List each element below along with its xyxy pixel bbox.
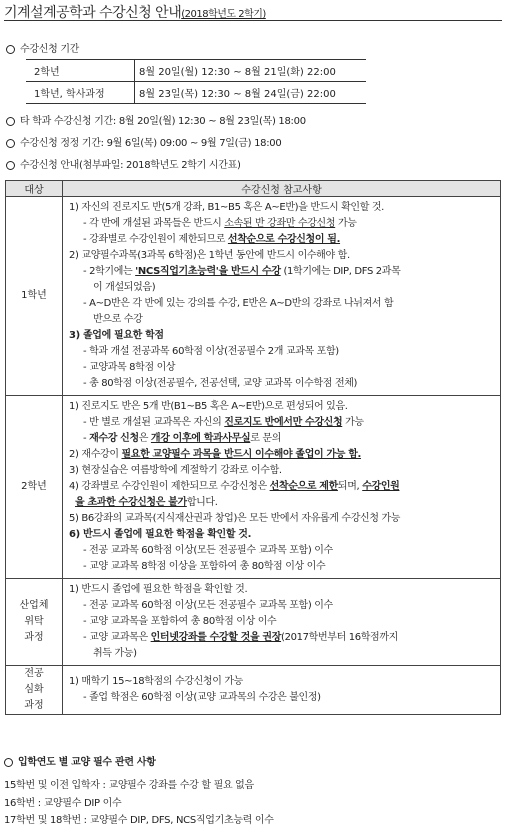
period-table [26, 59, 366, 104]
note-text: 2) 재수강이 [69, 449, 122, 460]
note-line: - 졸업 학점은 60학점 이상(교양 교과목의 수강은 불인정) [83, 692, 321, 703]
note-line: - 교양 교과목 8학점 이상을 포함하여 총 80학점 이상 이수 [83, 561, 326, 572]
note-line: - 전공 교과목 60학점 이상(모든 전공필수 교과목 포함) 이수 [83, 600, 333, 611]
label-line: 산업체 [19, 600, 49, 611]
note-line: 취득 가능) [93, 648, 137, 659]
note-text: 4) 강좌별로 수강인원이 제한되므로 수강신청은 [69, 481, 270, 492]
title-divider [4, 20, 502, 21]
circle-bullet-icon [4, 758, 13, 767]
note-line: - 전공 교과목 60학점 이상(모든 전공필수 교과목 포함) 이수 [83, 545, 333, 556]
note-line: 6) 반드시 졸업에 필요한 학점을 확인할 것. [69, 529, 252, 540]
circle-bullet-icon [6, 161, 15, 170]
footer-row: 15학번 및 이전 입학자 : 교양필수 강좌를 수강 할 필요 없음 [4, 780, 254, 791]
note-emphasis: 진로지도 반에서만 수강신청 [224, 417, 343, 428]
footer-heading-text: 입학연도 별 교양 필수 관련 사항 [18, 757, 156, 768]
note-line: - 총 80학점 이상(전공필수, 전공선택, 교양 교과목 이수학점 전체) [83, 378, 358, 389]
note-line: 반으로 수강 [93, 314, 143, 325]
header-notes: 수강신청 참고사항 [63, 181, 501, 197]
note-text: - 반 별로 개설된 교과목은 자신의 [83, 417, 225, 428]
guide-text: 수강신청 안내(첨부파일: 2018학년도 2학기 시간표) [20, 160, 241, 171]
label-line: 과정 [24, 632, 44, 643]
circle-bullet-icon [6, 117, 15, 126]
note-emphasis: 소속된 반 강좌만 수강신청 [224, 218, 336, 229]
note-line: 이 개설되었음) [93, 282, 156, 293]
advanced-label [6, 666, 63, 715]
label-line: 위탁 [24, 616, 44, 627]
industry-notes [63, 579, 501, 666]
note-emphasis: 재수강 신청 [89, 433, 139, 444]
note-line [69, 415, 496, 431]
note-text: 합니다. [186, 497, 218, 508]
note-emphasis: 필요한 교양필수 과목을 반드시 이수해야 졸업이 가능 함. [121, 449, 361, 460]
circle-bullet-icon [6, 45, 15, 54]
title-main: 기계설계공학과 수강신청 안내 [4, 5, 182, 21]
other-dept-text: 타 학과 수강신청 기간: 8월 20일(월) 12:30 ~ 8월 23일(목) 18:00 [20, 116, 306, 127]
label-line: 전공 [24, 668, 44, 679]
note-line: 1) 자신의 진로지도 반(5개 강좌, B1~B5 혹은 A~E반)을 반드시 확인할 것. [69, 202, 385, 213]
note-line [69, 232, 496, 248]
guide-line [6, 156, 241, 171]
note-line: - 학과 개설 전공과목 60학점 이상(전공필수 2개 교과목 포함) [83, 346, 339, 357]
footer-row: 16학번 : 교양필수 DIP 이수 [4, 798, 122, 809]
note-text: 로 문의 [250, 433, 282, 444]
note-line [69, 447, 496, 463]
note-line: - A~D반은 각 반에 있는 강의를 수강, E반은 A~D반의 강좌로 나뉘져서 함 [83, 298, 394, 309]
note-emphasis: 선착순으로 제한 [269, 481, 338, 492]
grade2-notes [63, 396, 501, 579]
period-who: 1학년, 학사과정 [26, 82, 135, 104]
table-row-advanced [6, 666, 501, 715]
note-line: - 교양과목 8학점 이상 [83, 362, 176, 373]
table-header-row [6, 181, 501, 197]
note-text: 가능 [335, 218, 357, 229]
note-text: (1학기에는 DIP, DFS 2과목 [280, 266, 401, 277]
page-title [4, 2, 266, 22]
note-text: - 2학기에는 [83, 266, 136, 277]
note-emphasis: 수강인원 [362, 481, 400, 492]
note-line: 2) 교양필수과목(3과목 6학점)은 1학년 동안에 반드시 이수해야 함. [69, 250, 350, 261]
footer-heading [4, 753, 156, 768]
table-row-grade2 [6, 396, 501, 579]
note-emphasis: 을 초과한 수강신청은 불가 [75, 497, 187, 508]
note-line: 1) 매학기 15~18학점의 수강신청이 가능 [69, 676, 243, 687]
note-emphasis: 인터넷강좌를 수강할 것을 권장 [150, 632, 282, 643]
footer-row: 17학번 및 18학번 : 교양필수 DIP, DFS, NCS직업기초능력 이수 [4, 815, 274, 826]
note-text: (2017학번부터 16학점까지 [281, 632, 398, 643]
table-row-industry [6, 579, 501, 666]
table-row-grade1 [6, 197, 501, 396]
note-text: - 강좌별로 수강인원이 제한되므로 [83, 234, 228, 245]
guide-table [5, 180, 501, 715]
note-line: - 교양 교과목을 포함하여 총 80학점 이상 이수 [83, 616, 277, 627]
advanced-notes [63, 666, 501, 715]
period-row [26, 82, 366, 104]
note-line [69, 431, 496, 447]
note-line: 1) 반드시 졸업에 필요한 학점을 확인할 것. [69, 584, 248, 595]
circle-bullet-icon [6, 139, 15, 148]
period-heading [6, 40, 79, 55]
period-when: 8월 20일(월) 12:30 ~ 8월 21일(화) 22:00 [135, 60, 367, 82]
period-when: 8월 23일(목) 12:30 ~ 8월 24일(금) 22:00 [135, 82, 367, 104]
label-line: 과정 [24, 700, 44, 711]
period-who: 2학년 [26, 60, 135, 82]
grade2-label: 2학년 [6, 396, 63, 579]
note-text: 되며, [337, 481, 363, 492]
note-line: 3) 졸업에 필요한 학점 [69, 330, 164, 341]
title-sub: (2018학년도 2학기) [181, 9, 266, 20]
note-line [69, 630, 496, 646]
note-text: - 교양 교과목은 [83, 632, 151, 643]
note-emphasis: 선착순으로 수강신청이 됨. [227, 234, 341, 245]
correction-line [6, 134, 281, 149]
note-line [69, 264, 496, 280]
grade1-label: 1학년 [6, 197, 63, 396]
note-line [69, 479, 496, 495]
note-text: - 각 반에 개설된 과목들은 반드시 [83, 218, 225, 229]
note-line: 3) 현장실습은 여름방학에 계절학기 강좌로 이수함. [69, 465, 282, 476]
correction-text: 수강신청 정정 기간: 9월 6일(목) 09:00 ~ 9월 7일(금) 18:00 [20, 138, 282, 149]
industry-label [6, 579, 63, 666]
note-line: 1) 진로지도 반은 5개 반(B1~B5 혹은 A~E반)으로 편성되어 있음. [69, 401, 348, 412]
note-line [69, 216, 496, 232]
header-target: 대상 [6, 181, 63, 197]
note-line: 5) B6강좌의 교과목(지식재산권과 창업)은 모든 반에서 자유롭게 수강신청 가능 [69, 513, 401, 524]
note-line [69, 495, 496, 511]
grade1-notes [63, 197, 501, 396]
note-emphasis: 개강 이후에 학과사무실 [150, 433, 251, 444]
note-emphasis: 'NCS직업기초능력'을 반드시 수강 [135, 266, 281, 277]
note-text: 은 [138, 433, 151, 444]
note-text: 가능 [342, 417, 364, 428]
label-line: 심화 [24, 684, 44, 695]
period-heading-text: 수강신청 기간 [20, 44, 80, 55]
other-dept-line [6, 112, 306, 127]
note-text: - [83, 433, 90, 444]
period-row [26, 60, 366, 82]
